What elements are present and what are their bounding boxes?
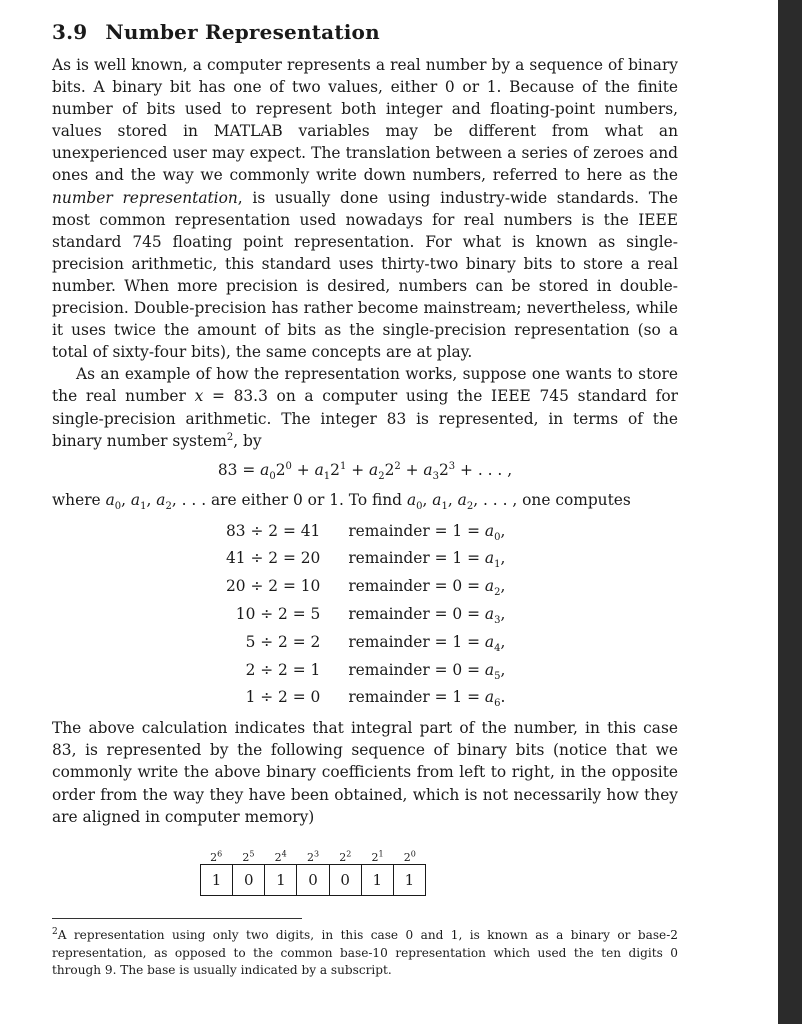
paragraph-2-text-b: = 83.3 on a computer using the IEEE 745 standard for single-precision arithmetic. The integer 83 is represented, in terms of the binary number system	[52, 387, 678, 450]
bit-cell: 1	[362, 865, 394, 895]
coefficient-index: 1	[494, 559, 501, 571]
remainder-text: remainder = 1 =	[348, 632, 485, 651]
paragraph-1	[52, 54, 678, 363]
division-expression: 83 ÷ 2 = 41	[226, 521, 321, 540]
footnote	[52, 927, 678, 980]
page-content	[52, 14, 678, 828]
division-row	[226, 628, 505, 656]
power-exponent: 3	[313, 849, 320, 859]
where-middle: are either 0 or 1. To find	[210, 490, 407, 509]
equation-lhs: 83 =	[217, 460, 261, 479]
footnote-text: A representation using only two digits, in this case 0 and 1, is known as a binary or base-2 representation, as opposed to the common base-10 representation which used the ten digits 0 through 9. The base is usually indicated by a subscript.	[52, 928, 678, 977]
power-exponent: 2	[346, 849, 352, 859]
power-label: $2^1$	[371, 849, 384, 864]
row-punctuation: ,	[500, 604, 506, 623]
vertical-scrollbar[interactable]	[778, 0, 802, 1024]
division-row	[226, 572, 505, 600]
row-punctuation: ,	[500, 549, 506, 568]
power-label: $2^6$	[210, 849, 223, 864]
coefficient-index: 2	[494, 587, 501, 599]
remainder-text: remainder = 0 =	[348, 577, 485, 596]
section-number: 3.9	[52, 20, 88, 44]
division-remainder: remainder = $0 = a_5$,	[348, 660, 506, 682]
binary-expansion-equation: $83 = a_02^0 + a_12^1 + a_22^2 + a_32^3$ + . . . ,	[217, 460, 513, 482]
division-remainder: remainder = $1 = a_6$.	[348, 688, 506, 710]
coefficient-index: 4	[494, 642, 501, 654]
division-remainder: remainder = $1 = a_0$,	[348, 521, 506, 543]
remainder-text: remainder = 1 =	[348, 549, 485, 568]
division-expression: 41 ÷ 2 = 20	[226, 549, 321, 568]
division-remainder: remainder = $1 = a_4$,	[348, 632, 506, 654]
power-exponent: 0	[410, 849, 416, 859]
footnote-reference[interactable]: 2	[226, 431, 234, 443]
where-line: where $a_0$, $a_1$, $a_2$, . . . are either 0 or 1. To find $a_0$, $a_1$, $a_2$, . . . , one computes	[52, 490, 631, 512]
coefficient-index: 6	[494, 698, 501, 710]
footnote-mark: 2	[52, 926, 58, 937]
division-row	[226, 600, 505, 628]
section-heading	[52, 20, 678, 44]
coefficient-index: 3	[494, 615, 501, 627]
division-expression: 2 ÷ 2 = 1	[245, 660, 321, 679]
bits-row	[200, 864, 426, 896]
row-punctuation: ,	[500, 632, 506, 651]
power-exponent: 5	[249, 849, 255, 859]
paragraph-1-text-b: , is usually done using industry-wide standards. The most common representation used nowadays for real numbers is the IEEE standard 745 floating point representation. For what is known as single-precision arithmetic, this standard uses thirty-two binary bits to store a real number. When more precision is desired, numbers can be stored in double-precision. Double-precision has rather become mainstream; nevertheless, while it uses twice the amount of bits as the single-precision representation (so a total of sixty-four bits), the same concepts are at play.	[52, 188, 678, 362]
row-punctuation: ,	[500, 521, 506, 540]
where-word: where	[52, 490, 106, 509]
division-row	[226, 517, 505, 545]
power-label: $2^5$	[242, 849, 255, 864]
powers-of-two-row	[200, 844, 426, 864]
power-label: $2^0$	[403, 849, 416, 864]
coefficient-index: 5	[494, 670, 501, 682]
power-label: $2^2$	[339, 849, 352, 864]
where-end: one computes	[522, 490, 631, 509]
row-punctuation: ,	[500, 577, 506, 596]
division-expression: 1 ÷ 2 = 0	[245, 688, 321, 707]
bit-cell: 1	[404, 871, 415, 889]
power-label: $2^3$	[306, 849, 320, 864]
paragraph-2	[52, 363, 678, 451]
variable-x: x	[194, 387, 204, 406]
binary-bits-figure	[200, 844, 426, 896]
power-label: $2^4$	[274, 849, 287, 864]
division-remainder: remainder = $0 = a_3$,	[348, 604, 506, 627]
paragraph-1-text-a: As is well known, a computer represents a real number by a sequence of binary bits. A binary bit has one of two values, either 0 or 1. Because of the finite number of bits used to represent both integer and floating-point numbers, values stored in MATLAB variables may be different from what an unexperienced user may expect. The translation between a series of zeroes and ones and the way we commonly write down numbers, referred to here as the	[52, 56, 678, 185]
division-remainder: remainder = $0 = a_2$,	[348, 577, 506, 599]
division-row	[226, 544, 505, 572]
remainder-text: remainder = 1 =	[348, 521, 485, 540]
division-expression: 10 ÷ 2 = 5	[235, 604, 321, 623]
bit-cell: 1	[265, 865, 297, 895]
paragraph-1-italic-term: number representation	[52, 188, 238, 207]
paragraph-2-text-a: As an example of how the representation works, suppose one wants to store the real number	[52, 365, 678, 406]
paragraph-3: The above calculation indicates that integral part of the number, in this case 83, is represented by the following sequence of binary bits (notice that we commonly write the above binary coefficients from left to right, in the opposite order from the way they have been obtained, which is not necessarily how they are aligned in computer memory)	[52, 719, 678, 826]
coefficient-index: 0	[494, 531, 501, 543]
division-remainder: remainder = $1 = a_1$,	[348, 549, 506, 571]
equation-tail: + . . . ,	[455, 460, 513, 479]
power-exponent: 6	[217, 849, 223, 859]
row-punctuation: ,	[500, 660, 506, 679]
bit-cell: 0	[233, 865, 265, 895]
remainder-text: remainder = 1 =	[348, 688, 485, 707]
row-punctuation: .	[500, 688, 506, 707]
division-row	[226, 683, 505, 711]
division-expression: 20 ÷ 2 = 10	[226, 577, 321, 596]
power-exponent: 1	[378, 849, 384, 859]
division-expression: 5 ÷ 2 = 2	[245, 632, 321, 651]
bit-cell: 0	[297, 865, 329, 895]
remainder-text: remainder = 0 =	[348, 660, 485, 679]
footnote-divider	[52, 918, 302, 919]
remainder-text: remainder = 0 =	[348, 604, 485, 623]
division-row	[226, 656, 505, 684]
division-steps-table	[226, 517, 505, 712]
bit-cell: 0	[330, 865, 362, 895]
paragraph-2-text-c: , by	[233, 431, 262, 450]
section-title: Number Representation	[105, 20, 380, 44]
bit-cell: 1	[201, 865, 233, 895]
power-exponent: 4	[281, 849, 287, 859]
